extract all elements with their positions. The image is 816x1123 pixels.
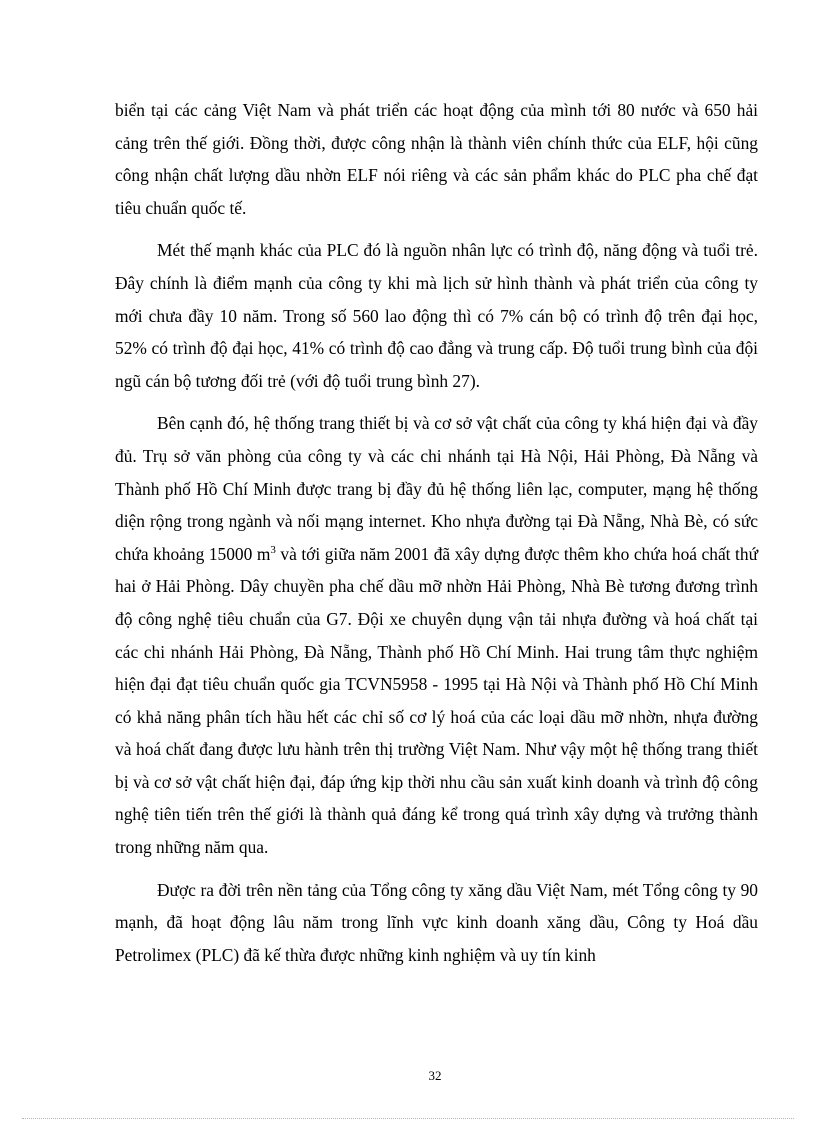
paragraph-facilities-text-end: và tới giữa năm 2001 đã xây dựng được thêm kho chứa hoá chất thứ hai ở Hải Phòng. Dây chuyền pha chế dầu mỡ nhờn Hải Phòng, Nhà Bè tương đương trình độ công nghệ tiêu chuẩn của G7. Đội xe chuyên dụng vận tải nhựa đường và hoá chất tại các chi nhánh Hải Phòng, Đà Nẵng, Thành phố Hồ Chí Minh. Hai trung tâm thực nghiệm hiện đại đạt tiêu chuẩn quốc gia TCVN5958 - 1995 tại Hà Nội và Thành phố Hồ Chí Minh có khả năng phân tích hầu hết các chỉ số cơ lý hoá của các loại dầu mỡ nhờn, nhựa đường và hoá chất đang được lưu hành trên thị trường Việt Nam. Như vậy một hệ thống trang thiết bị và cơ sở vật chất hiện đại, đáp ứng kịp thời nhu cầu sản xuất kinh doanh và trình độ công nghệ tiên tiến trên thế giới là thành quả đáng kể trong quá trình xây dựng và trưởng thành trong những năm qua. [115, 543, 758, 858]
page-break-divider [22, 1118, 794, 1119]
cubic-superscript: 3 [270, 543, 276, 556]
paragraph-facilities [115, 407, 758, 863]
paragraph-continued: biển tại các cảng Việt Nam và phát triển các hoạt động của mình tới 80 nước và 650 hải cảng trên thế giới. Đồng thời, được công nhận là thành viên chính thức của ELF, hội cũng công nhận chất lượng dầu nhờn ELF nói riêng và các sản phẩm khác do PLC pha chế đạt tiêu chuẩn quốc tế. [115, 100, 758, 218]
page-number: 32 [428, 1068, 442, 1083]
paragraph-heritage: Được ra đời trên nền tảng của Tổng công ty xăng dầu Việt Nam, mét Tổng công ty 90 mạnh, đã hoạt động lâu năm trong lĩnh vực kinh doanh xăng dầu, Công ty Hoá dầu Petrolimex (PLC) đã kế thừa được những kinh nghiệm và uy tín kinh [115, 879, 758, 965]
paragraph-facilities-text-start: Bên cạnh đó, hệ thống trang thiết bị và cơ sở vật chất của công ty khá hiện đại và đầy đủ. Trụ sở văn phòng của công ty và các chi nhánh tại Hà Nội, Hải Phòng, Đà Nẵng và Thành phố Hồ Chí Minh được trang bị đầy đủ hệ thống liên lạc, computer, mạng hệ thống diện rộng trong ngành và nối mạng internet. Kho nhựa đường tại Đà Nẵng, Nhà Bè, có sức chứa khoảng 15000 m [115, 413, 758, 564]
body-text [115, 94, 758, 981]
paragraph-human-resources: Mét thế mạnh khác của PLC đó là nguồn nhân lực có trình độ, năng động và tuổi trẻ. Đây chính là điểm mạnh của công ty khi mà lịch sử hình thành và phát triển của công ty mới chưa đầy 10 năm. Trong số 560 lao động thì có 7% cán bộ có trình độ trên đại học, 52% có trình độ đại học, 41% có trình độ cao đẳng và trung cấp. Độ tuổi trung bình của đội ngũ cán bộ tương đối trẻ (với độ tuổi trung bình 27). [115, 240, 758, 391]
